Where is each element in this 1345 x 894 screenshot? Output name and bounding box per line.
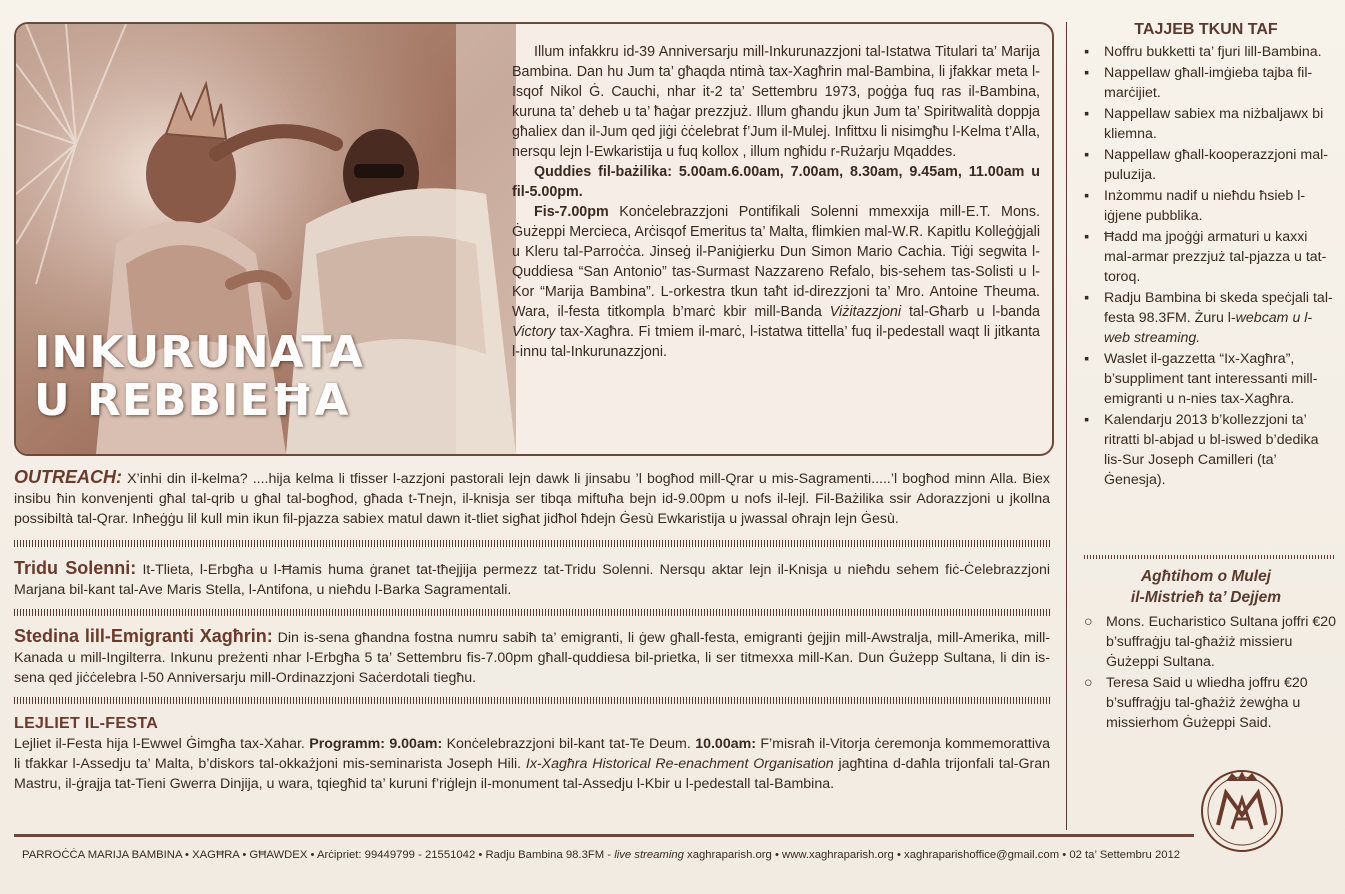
tridu-heading: Tridu Solenni: bbox=[14, 558, 137, 578]
evening-text-2: tal-Għarb u l-banda bbox=[901, 304, 1040, 320]
footer-text-1: PARROĊĊA MARIJA BAMBINA • XAGĦRA • GĦAWDEX • Arċipriet: 99449799 - 21551042 • Radju Bambina 98.3FM - bbox=[22, 849, 615, 861]
radio-streaming: webcam u l-web streaming. bbox=[1104, 310, 1313, 346]
lejliet-section bbox=[14, 714, 1050, 794]
lejliet-text-1: Lejliet il-Festa hija l-Ewwel Ġimgħa tax-Xahar. bbox=[14, 736, 310, 752]
time-label: 10.00am: bbox=[695, 736, 756, 752]
stedina-text: Din is-sena għandna fostna numru sabiħ ta’ emigranti, li ġew għall-festa, emigranti ġejjin mill-Awstralja, mill-Amerika, mill-Kanada u mill-Ingilterra. Inkunu preżenti nhar l-Erbgħa 5 ta’ Settembru fis-7.00pm għall-quddiesa bil-prietka, li ser titmexxa mill-Kan. Dun Ġużepp Sultana, li din is-sena qed jiċċelebra l-50 Anniversarju mill-Ordinazzjoni Saċerdotali tiegħu. bbox=[14, 630, 1050, 686]
list-item: ▪ Ħadd ma jpoġġi armaturi u kaxxi mal-armar prezzjuż tal-pjazza u tat-toroq. bbox=[1076, 227, 1336, 287]
lejliet-text-4: jagħtina d-daħla trijonfali tal-Gran Mastru, il-ġrajja tat-Tieni Gwerra Dinjija, u wara, tqiegħid ta’ kuruni f’riġlejn il-monument tal-Assedju l-Kbir u l-pedestall tal-Bambina. bbox=[14, 756, 1051, 792]
feature-title-line2: U REBBIEĦA bbox=[34, 375, 350, 426]
outreach-heading: OUTREACH: bbox=[14, 467, 122, 487]
evening-lead: Fis-7.00pm bbox=[534, 204, 609, 220]
tridu-section bbox=[14, 558, 1050, 600]
eternal-rest-box bbox=[1076, 566, 1336, 734]
feature-box bbox=[14, 22, 1054, 456]
radio-text: Radju Bambina bi skeda speċjali tal-festa 98.3FM. Żuru l- bbox=[1104, 290, 1333, 326]
lejliet-text bbox=[14, 734, 1050, 794]
eternal-rest-heading-1: Agħtihom o Mulej bbox=[1140, 568, 1271, 585]
section-divider bbox=[14, 609, 1050, 616]
section-divider bbox=[14, 697, 1050, 704]
feature-title bbox=[34, 329, 364, 425]
eternal-rest-heading-2: il-Mistrieħ ta’ Dejjem bbox=[1130, 589, 1282, 606]
list-item: ▪ Kalendarju 2013 b’kollezzjoni ta’ ritratti bl-abjad u bl-iswed b’dedika lis-Sur Joseph Camilleri (ta’ Ġenesja). bbox=[1076, 410, 1336, 490]
eternal-rest-list bbox=[1076, 612, 1336, 733]
evening-mass-paragraph bbox=[512, 202, 1040, 362]
feature-title-line1: INKURUNATA bbox=[34, 327, 364, 378]
coronation-photo bbox=[16, 24, 516, 454]
lejliet-heading: LEJLIET IL-FESTA bbox=[14, 715, 159, 732]
feature-text bbox=[512, 42, 1040, 362]
eternal-rest-heading bbox=[1076, 566, 1336, 608]
programme-label: Programm: 9.00am: bbox=[309, 736, 443, 752]
list-item: ▪ Waslet il-gazzetta “Ix-Xagħra”, b’suppliment tant interessanti mill-emigranti u n-nies tax-Xagħra. bbox=[1076, 349, 1336, 409]
footer-streaming: live streaming bbox=[614, 849, 684, 861]
list-item bbox=[1076, 288, 1336, 348]
evening-text-3: tax-Xagħra. Fi tmiem il-marċ, l-istatwa tittella’ fuq il-pedestall waqt li jitkanta l-innu tal-Inkurunazzjoni. bbox=[512, 324, 1040, 360]
lejliet-text-2: Konċelebrazzjoni bil-kant tat-Te Deum. bbox=[442, 736, 696, 752]
footer-rule bbox=[14, 834, 1194, 837]
list-item: ▪ Noffru bukketti ta’ fjuri lill-Bambina. bbox=[1076, 42, 1336, 62]
section-divider bbox=[14, 540, 1050, 547]
stedina-heading: Stedina lill-Emigranti Xagħrin: bbox=[14, 626, 273, 646]
parish-emblem-icon bbox=[1196, 765, 1288, 857]
good-to-know-box bbox=[1076, 20, 1336, 491]
outreach-text: X’inhi din il-kelma? ....hija kelma li tfisser l-azzjoni pastorali lejn dawk li jinsabu ’l bogħod mill-Qrar u mis-Sagramenti.....’l bogħod minn Alla. Biex insibu ħin konvenjenti għal tal-qrib u għal tal-bogħod, għada t-Tnejn, il-knisja ser tibqa miftuħa bejn id-9.00pm u nofs il-lejl. Fil-Bażilika ssir Adorazzjoni u jkollna possibiltà tal-Qrar. Inħeġġu lil kull min ikun fil-pjazza sabiex matul dawn it-tliet sigħat jidħol ħdejn Ġesù Ewkaristija u jwassal oħrajn lejn Ġesù. bbox=[14, 471, 1050, 527]
stedina-section bbox=[14, 626, 1050, 688]
tridu-text: It-Tlieta, l-Erbgħa u l-Ħamis huma ġranet tat-tħejjija permezz tat-Tridu Solenni. Nersqu aktar lejn il-Knisja u nieħdu sehem fiċ-Ċelebrazzjoni Marjana bil-kant tal-Ave Maris Stella, l-Antifona, u nieħdu l-Barka Sagramentali. bbox=[14, 562, 1051, 598]
list-item: ▪ Nappellaw sabiex ma niżbaljawx bi kliemna. bbox=[1076, 104, 1336, 144]
list-item: ▪ Nappellaw għall-imġieba tajba fil-marċijiet. bbox=[1076, 63, 1336, 103]
outreach-section bbox=[14, 467, 1050, 529]
list-item: ▪ Nappellaw għall-kooperazzjoni mal-puluzija. bbox=[1076, 145, 1336, 185]
list-item: ○ Mons. Eucharistico Sultana joffri €20 b’suffraġju tal-għażiż missieru Ġużeppi Sultana. bbox=[1076, 612, 1336, 672]
mass-times: Quddies fil-bażilika: 5.00am.6.00am, 7.00am, 8.30am, 9.45am, 11.00am u fil-5.00pm. bbox=[512, 164, 1040, 200]
organisation-name: Ix-Xagħra Historical Re-enachment Organisation bbox=[525, 756, 834, 772]
good-to-know-list bbox=[1076, 42, 1336, 490]
band-name-1: Viżitazzjoni bbox=[829, 304, 902, 320]
feature-paragraph: Illum infakkru id-39 Anniversarju mill-Inkurunazzjoni tal-Istatwa Titulari ta’ Marija Bambina. Dan hu Jum ta’ għaqda ntimà tax-Xagħrin mal-Bambina, li jfakkar meta l-Isqof Nikol Ġ. Cauchi, nhar it-2 ta’ Settembru 1973, poġġa fuq ras il-Bambina, kuruna ta’ deheb u ta’ ħaġar prezzjuż. Illum għandu jkun Jum ta’ Spiritwalità doppja għaliex dan il-Jum qed jiġi ċċelebrat f’Jum il-Mulej. Infittxu li nisimgħu l-Kelma t’Alla, nersqu lejn l-Ewkaristija u fuq kollox , illum ngħidu r-Rużarju Mqaddes. bbox=[512, 44, 1040, 160]
footer bbox=[22, 849, 1192, 861]
evening-text-1: Konċelebrazzjoni Pontifikali Solenni mmexxija mill-E.T. Mons. Ġużeppi Mercieca, Arċisqof Emeritus ta’ Malta, flimkien mal-W.R. Kapitlu Kolleġġjali u Kleru tal-Parroċċa. Jinseġ il-Paniġierku Dun Simon Mario Cachia. Tiġi segwita l-Quddiesa “San Antonio” tas-Surmast Nazzareno Refalo, bis-sehem tas-Solisti u l-Kor “Marija Bambina”. L-orkestra tkun taħt id-direzzjoni ta’ Mro. Antoine Theuma. Wara, il-festa titkompla b’marċ kbir mill-Banda bbox=[512, 204, 1040, 320]
sidebar-divider bbox=[1084, 555, 1334, 559]
band-name-2: Victory bbox=[512, 324, 556, 340]
footer-text-2: xaghraparish.org • www.xaghraparish.org • xaghraparishoffice@gmail.com • 02 ta’ Settembru 2012 bbox=[683, 849, 1181, 861]
column-rule bbox=[1066, 22, 1067, 830]
lejliet-text-3: F’misraħ il-Vitorja ċeremonja kommemorattiva li tfakkar l-Assedju ta’ Malta, b’diskors tal-okkażjoni mis-seminarista Joseph Hili. bbox=[14, 736, 1050, 772]
list-item: ○ Teresa Said u wliedha joffru €20 b’suffraġju tal-għażiż żewġha u missierhom Ġużeppi Said. bbox=[1076, 673, 1336, 733]
good-to-know-heading: TAJJEB TKUN TAF bbox=[1134, 21, 1278, 38]
list-item: ▪ Inżommu nadif u nieħdu ħsieb l-iġjene pubblika. bbox=[1076, 186, 1336, 226]
